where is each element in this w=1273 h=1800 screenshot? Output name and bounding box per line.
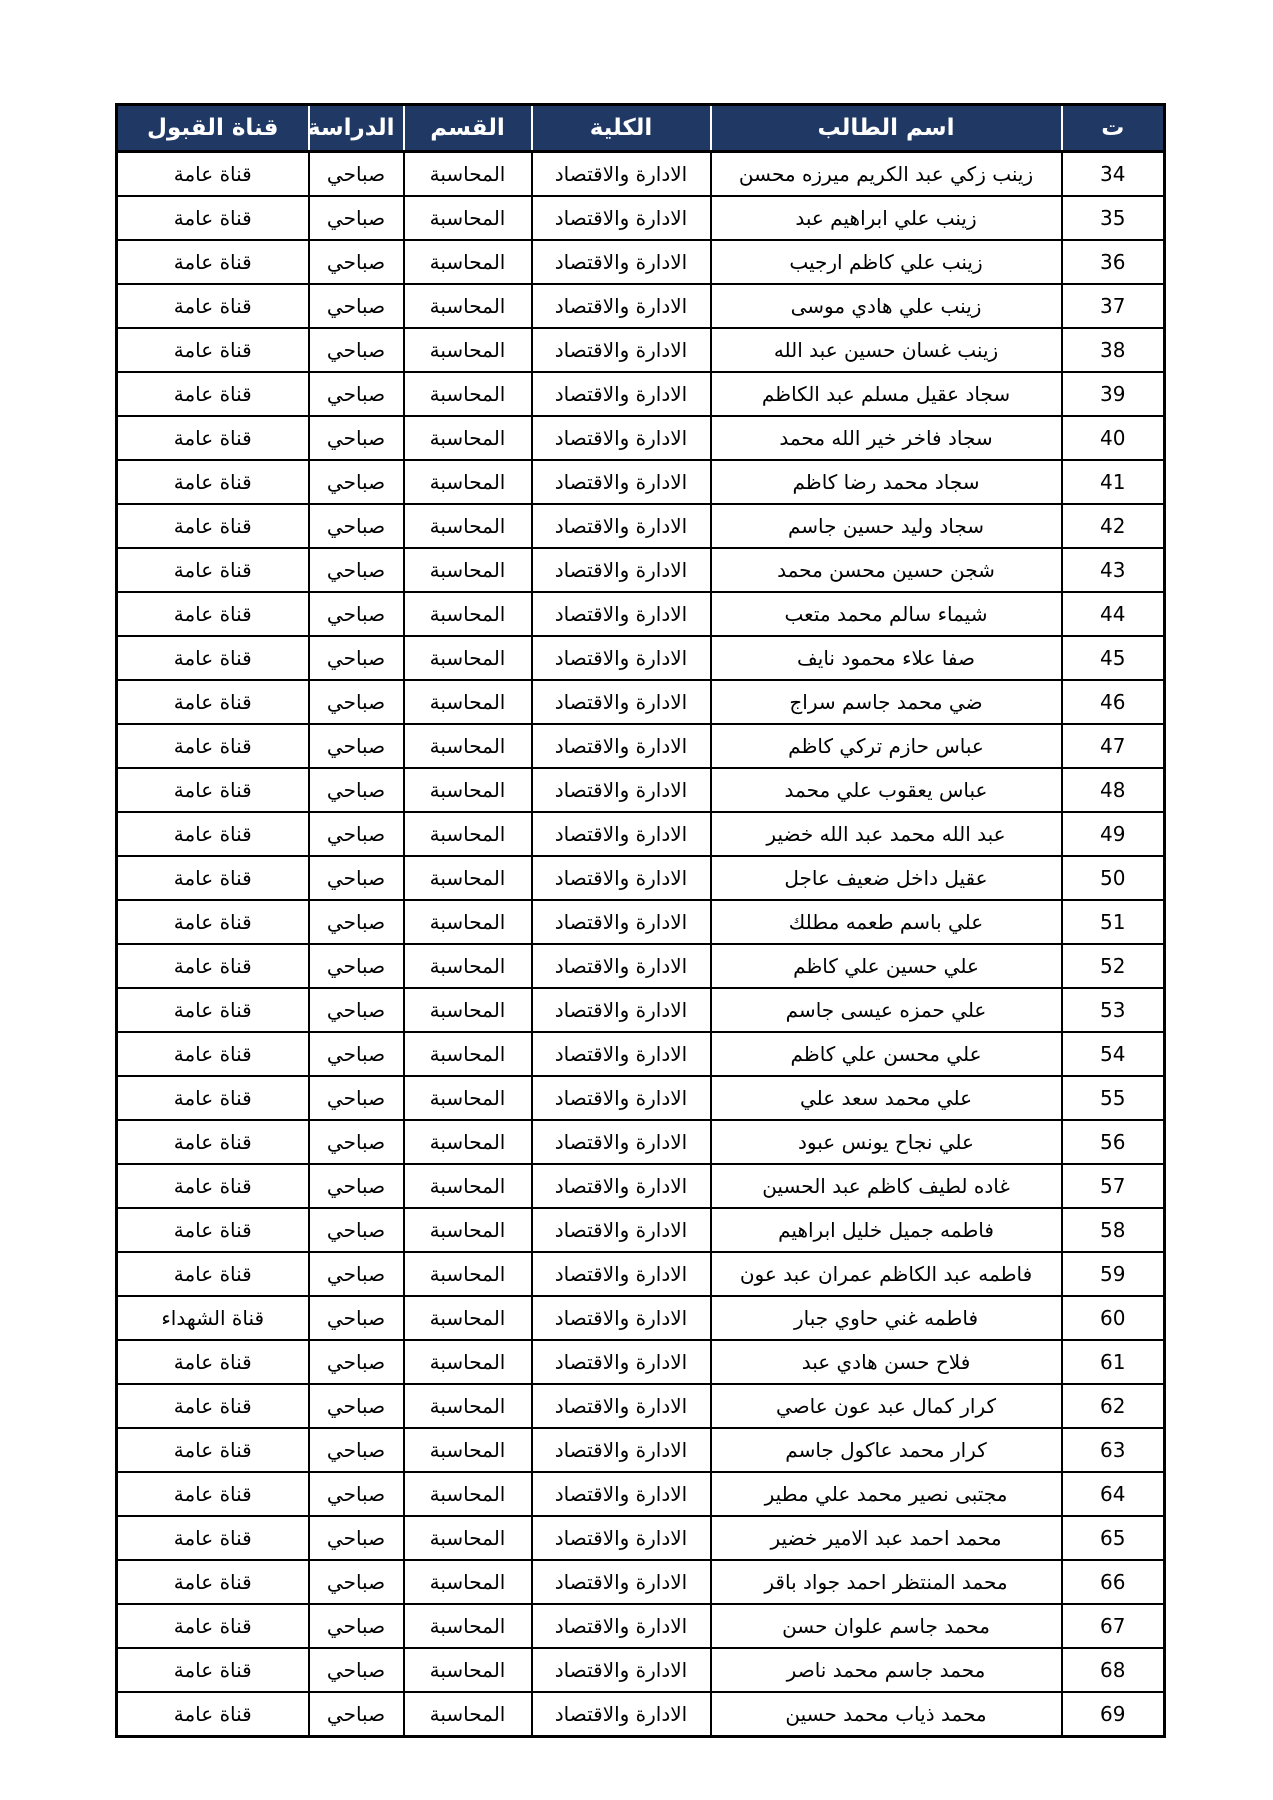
cell-study: صباحي: [309, 1648, 404, 1692]
table-row: [117, 900, 1165, 944]
cell-index: 37: [1062, 284, 1165, 328]
table-row: [117, 372, 1165, 416]
cell-index: 59: [1062, 1252, 1165, 1296]
table-row: [117, 284, 1165, 328]
cell-department: المحاسبة: [404, 152, 532, 197]
cell-student-name: محمد المنتظر احمد جواد باقر: [711, 1560, 1062, 1604]
header-student-name: اسم الطالب: [711, 105, 1062, 152]
cell-department: المحاسبة: [404, 944, 532, 988]
table-row: [117, 812, 1165, 856]
table-row: [117, 548, 1165, 592]
cell-admission-channel: قناة عامة: [117, 1472, 309, 1516]
cell-college: الادارة والاقتصاد: [532, 548, 711, 592]
table-row: [117, 1032, 1165, 1076]
cell-admission-channel: قناة عامة: [117, 768, 309, 812]
cell-student-name: عقيل داخل ضعيف عاجل: [711, 856, 1062, 900]
header-college: الكلية: [532, 105, 711, 152]
cell-admission-channel: قناة عامة: [117, 1340, 309, 1384]
cell-study: صباحي: [309, 1692, 404, 1737]
cell-college: الادارة والاقتصاد: [532, 284, 711, 328]
cell-college: الادارة والاقتصاد: [532, 372, 711, 416]
cell-index: 53: [1062, 988, 1165, 1032]
cell-student-name: فلاح حسن هادي عبد: [711, 1340, 1062, 1384]
cell-index: 56: [1062, 1120, 1165, 1164]
cell-college: الادارة والاقتصاد: [532, 1340, 711, 1384]
cell-study: صباحي: [309, 1340, 404, 1384]
cell-student-name: ضي محمد جاسم سراج: [711, 680, 1062, 724]
table-row: [117, 1604, 1165, 1648]
cell-study: صباحي: [309, 768, 404, 812]
cell-admission-channel: قناة عامة: [117, 856, 309, 900]
cell-student-name: علي حمزه عيسى جاسم: [711, 988, 1062, 1032]
cell-index: 62: [1062, 1384, 1165, 1428]
table-row: [117, 504, 1165, 548]
cell-admission-channel: قناة عامة: [117, 504, 309, 548]
cell-department: المحاسبة: [404, 1516, 532, 1560]
cell-college: الادارة والاقتصاد: [532, 944, 711, 988]
cell-student-name: علي محمد سعد علي: [711, 1076, 1062, 1120]
cell-study: صباحي: [309, 1472, 404, 1516]
cell-student-name: علي باسم طعمه مطلك: [711, 900, 1062, 944]
cell-study: صباحي: [309, 1560, 404, 1604]
cell-college: الادارة والاقتصاد: [532, 768, 711, 812]
header-row: [117, 105, 1165, 152]
cell-index: 65: [1062, 1516, 1165, 1560]
cell-college: الادارة والاقتصاد: [532, 1428, 711, 1472]
cell-department: المحاسبة: [404, 1252, 532, 1296]
students-table: [115, 103, 1166, 1738]
cell-college: الادارة والاقتصاد: [532, 900, 711, 944]
cell-index: 54: [1062, 1032, 1165, 1076]
cell-admission-channel: قناة الشهداء: [117, 1296, 309, 1340]
cell-admission-channel: قناة عامة: [117, 988, 309, 1032]
cell-department: المحاسبة: [404, 1120, 532, 1164]
cell-student-name: زينب علي كاظم ارجيب: [711, 240, 1062, 284]
cell-department: المحاسبة: [404, 768, 532, 812]
cell-department: المحاسبة: [404, 240, 532, 284]
cell-study: صباحي: [309, 1604, 404, 1648]
cell-department: المحاسبة: [404, 1648, 532, 1692]
table-row: [117, 460, 1165, 504]
cell-study: صباحي: [309, 680, 404, 724]
cell-college: الادارة والاقتصاد: [532, 1692, 711, 1737]
cell-admission-channel: قناة عامة: [117, 548, 309, 592]
cell-admission-channel: قناة عامة: [117, 416, 309, 460]
cell-student-name: فاطمه عبد الكاظم عمران عبد عون: [711, 1252, 1062, 1296]
table-row: [117, 856, 1165, 900]
cell-admission-channel: قناة عامة: [117, 460, 309, 504]
cell-department: المحاسبة: [404, 196, 532, 240]
table-row: [117, 1340, 1165, 1384]
cell-student-name: عباس يعقوب علي محمد: [711, 768, 1062, 812]
cell-student-name: فاطمه غني حاوي جبار: [711, 1296, 1062, 1340]
cell-college: الادارة والاقتصاد: [532, 680, 711, 724]
cell-department: المحاسبة: [404, 416, 532, 460]
table-row: [117, 636, 1165, 680]
cell-study: صباحي: [309, 328, 404, 372]
cell-student-name: علي حسين علي كاظم: [711, 944, 1062, 988]
cell-department: المحاسبة: [404, 548, 532, 592]
cell-admission-channel: قناة عامة: [117, 900, 309, 944]
cell-study: صباحي: [309, 1384, 404, 1428]
table-row: [117, 1252, 1165, 1296]
cell-study: صباحي: [309, 240, 404, 284]
cell-study: صباحي: [309, 900, 404, 944]
cell-college: الادارة والاقتصاد: [532, 152, 711, 197]
cell-index: 48: [1062, 768, 1165, 812]
cell-index: 40: [1062, 416, 1165, 460]
cell-student-name: زينب زكي عبد الكريم ميرزه محسن: [711, 152, 1062, 197]
cell-study: صباحي: [309, 636, 404, 680]
cell-admission-channel: قناة عامة: [117, 1516, 309, 1560]
cell-department: المحاسبة: [404, 988, 532, 1032]
cell-student-name: غاده لطيف كاظم عبد الحسين: [711, 1164, 1062, 1208]
cell-index: 60: [1062, 1296, 1165, 1340]
cell-department: المحاسبة: [404, 1032, 532, 1076]
cell-college: الادارة والاقتصاد: [532, 1164, 711, 1208]
table-row: [117, 724, 1165, 768]
cell-department: المحاسبة: [404, 372, 532, 416]
table-row: [117, 240, 1165, 284]
cell-college: الادارة والاقتصاد: [532, 196, 711, 240]
table-row: [117, 1384, 1165, 1428]
cell-admission-channel: قناة عامة: [117, 240, 309, 284]
table-row: [117, 1560, 1165, 1604]
cell-college: الادارة والاقتصاد: [532, 416, 711, 460]
cell-college: الادارة والاقتصاد: [532, 1384, 711, 1428]
cell-study: صباحي: [309, 1120, 404, 1164]
cell-study: صباحي: [309, 1032, 404, 1076]
cell-admission-channel: قناة عامة: [117, 372, 309, 416]
cell-index: 47: [1062, 724, 1165, 768]
cell-department: المحاسبة: [404, 504, 532, 548]
cell-student-name: محمد جاسم علوان حسن: [711, 1604, 1062, 1648]
cell-student-name: سجاد عقيل مسلم عبد الكاظم: [711, 372, 1062, 416]
cell-college: الادارة والاقتصاد: [532, 1296, 711, 1340]
cell-index: 44: [1062, 592, 1165, 636]
cell-student-name: زينب غسان حسين عبد الله: [711, 328, 1062, 372]
table-row: [117, 1296, 1165, 1340]
cell-admission-channel: قناة عامة: [117, 1120, 309, 1164]
table-row: [117, 416, 1165, 460]
cell-study: صباحي: [309, 1296, 404, 1340]
cell-index: 43: [1062, 548, 1165, 592]
cell-index: 64: [1062, 1472, 1165, 1516]
cell-index: 58: [1062, 1208, 1165, 1252]
cell-index: 51: [1062, 900, 1165, 944]
table-row: [117, 1076, 1165, 1120]
cell-study: صباحي: [309, 856, 404, 900]
table-row: [117, 1648, 1165, 1692]
cell-study: صباحي: [309, 1252, 404, 1296]
cell-study: صباحي: [309, 372, 404, 416]
cell-college: الادارة والاقتصاد: [532, 724, 711, 768]
cell-study: صباحي: [309, 724, 404, 768]
cell-index: 52: [1062, 944, 1165, 988]
table-row: [117, 1164, 1165, 1208]
cell-study: صباحي: [309, 988, 404, 1032]
cell-admission-channel: قناة عامة: [117, 812, 309, 856]
cell-college: الادارة والاقتصاد: [532, 636, 711, 680]
cell-admission-channel: قناة عامة: [117, 284, 309, 328]
cell-admission-channel: قناة عامة: [117, 1648, 309, 1692]
cell-department: المحاسبة: [404, 284, 532, 328]
table-row: [117, 1472, 1165, 1516]
cell-index: 49: [1062, 812, 1165, 856]
table-row: [117, 592, 1165, 636]
cell-college: الادارة والاقتصاد: [532, 1120, 711, 1164]
table-body: [117, 152, 1165, 1737]
cell-study: صباحي: [309, 1208, 404, 1252]
cell-department: المحاسبة: [404, 1076, 532, 1120]
cell-college: الادارة والاقتصاد: [532, 988, 711, 1032]
cell-index: 41: [1062, 460, 1165, 504]
cell-student-name: علي نجاح يونس عبود: [711, 1120, 1062, 1164]
cell-college: الادارة والاقتصاد: [532, 856, 711, 900]
cell-index: 61: [1062, 1340, 1165, 1384]
cell-admission-channel: قناة عامة: [117, 1076, 309, 1120]
cell-college: الادارة والاقتصاد: [532, 328, 711, 372]
cell-study: صباحي: [309, 1164, 404, 1208]
cell-admission-channel: قناة عامة: [117, 1208, 309, 1252]
table-row: [117, 680, 1165, 724]
cell-college: الادارة والاقتصاد: [532, 812, 711, 856]
cell-admission-channel: قناة عامة: [117, 680, 309, 724]
cell-admission-channel: قناة عامة: [117, 1032, 309, 1076]
cell-student-name: زينب علي ابراهيم عبد: [711, 196, 1062, 240]
cell-student-name: محمد جاسم محمد ناصر: [711, 1648, 1062, 1692]
cell-study: صباحي: [309, 548, 404, 592]
cell-admission-channel: قناة عامة: [117, 328, 309, 372]
cell-index: 34: [1062, 152, 1165, 197]
cell-admission-channel: قناة عامة: [117, 944, 309, 988]
cell-index: 45: [1062, 636, 1165, 680]
cell-index: 69: [1062, 1692, 1165, 1737]
cell-college: الادارة والاقتصاد: [532, 1032, 711, 1076]
cell-college: الادارة والاقتصاد: [532, 1076, 711, 1120]
cell-department: المحاسبة: [404, 1164, 532, 1208]
cell-student-name: شيماء سالم محمد متعب: [711, 592, 1062, 636]
cell-index: 39: [1062, 372, 1165, 416]
cell-study: صباحي: [309, 152, 404, 197]
table-row: [117, 196, 1165, 240]
cell-study: صباحي: [309, 812, 404, 856]
cell-student-name: سجاد وليد حسين جاسم: [711, 504, 1062, 548]
cell-student-name: علي محسن علي كاظم: [711, 1032, 1062, 1076]
cell-department: المحاسبة: [404, 856, 532, 900]
table-row: [117, 1120, 1165, 1164]
cell-student-name: زينب علي هادي موسى: [711, 284, 1062, 328]
cell-admission-channel: قناة عامة: [117, 1252, 309, 1296]
cell-student-name: عباس حازم تركي كاظم: [711, 724, 1062, 768]
cell-index: 35: [1062, 196, 1165, 240]
cell-college: الادارة والاقتصاد: [532, 1252, 711, 1296]
cell-index: 66: [1062, 1560, 1165, 1604]
header-study: الدراسة: [309, 105, 404, 152]
cell-study: صباحي: [309, 1516, 404, 1560]
cell-department: المحاسبة: [404, 1560, 532, 1604]
cell-student-name: كرار كمال عبد عون عاصي: [711, 1384, 1062, 1428]
cell-study: صباحي: [309, 504, 404, 548]
cell-college: الادارة والاقتصاد: [532, 592, 711, 636]
table-row: [117, 1692, 1165, 1737]
cell-department: المحاسبة: [404, 1208, 532, 1252]
cell-student-name: مجتبى نصير محمد علي مطير: [711, 1472, 1062, 1516]
cell-admission-channel: قناة عامة: [117, 152, 309, 197]
cell-department: المحاسبة: [404, 900, 532, 944]
table-row: [117, 152, 1165, 197]
cell-department: المحاسبة: [404, 724, 532, 768]
cell-department: المحاسبة: [404, 1296, 532, 1340]
cell-student-name: شجن حسين محسن محمد: [711, 548, 1062, 592]
table-row: [117, 988, 1165, 1032]
cell-department: المحاسبة: [404, 1692, 532, 1737]
table-row: [117, 328, 1165, 372]
cell-college: الادارة والاقتصاد: [532, 1604, 711, 1648]
cell-index: 55: [1062, 1076, 1165, 1120]
cell-student-name: عبد الله محمد عبد الله خضير: [711, 812, 1062, 856]
cell-department: المحاسبة: [404, 460, 532, 504]
cell-admission-channel: قناة عامة: [117, 592, 309, 636]
cell-admission-channel: قناة عامة: [117, 1428, 309, 1472]
cell-admission-channel: قناة عامة: [117, 1164, 309, 1208]
table-header: [117, 105, 1165, 152]
cell-admission-channel: قناة عامة: [117, 636, 309, 680]
cell-department: المحاسبة: [404, 636, 532, 680]
cell-index: 63: [1062, 1428, 1165, 1472]
cell-college: الادارة والاقتصاد: [532, 240, 711, 284]
cell-study: صباحي: [309, 1076, 404, 1120]
cell-index: 46: [1062, 680, 1165, 724]
cell-student-name: كرار محمد عاكول جاسم: [711, 1428, 1062, 1472]
cell-college: الادارة والاقتصاد: [532, 1560, 711, 1604]
cell-student-name: سجاد فاخر خير الله محمد: [711, 416, 1062, 460]
table-row: [117, 1428, 1165, 1472]
cell-admission-channel: قناة عامة: [117, 1692, 309, 1737]
cell-department: المحاسبة: [404, 1340, 532, 1384]
table-row: [117, 1516, 1165, 1560]
cell-department: المحاسبة: [404, 1428, 532, 1472]
cell-study: صباحي: [309, 416, 404, 460]
table-row: [117, 1208, 1165, 1252]
cell-student-name: سجاد محمد رضا كاظم: [711, 460, 1062, 504]
cell-student-name: فاطمه جميل خليل ابراهيم: [711, 1208, 1062, 1252]
cell-college: الادارة والاقتصاد: [532, 504, 711, 548]
header-admission-channel: قناة القبول: [117, 105, 309, 152]
cell-department: المحاسبة: [404, 680, 532, 724]
cell-index: 36: [1062, 240, 1165, 284]
cell-college: الادارة والاقتصاد: [532, 1208, 711, 1252]
header-department: القسم: [404, 105, 532, 152]
cell-index: 67: [1062, 1604, 1165, 1648]
table-row: [117, 944, 1165, 988]
cell-college: الادارة والاقتصاد: [532, 1648, 711, 1692]
cell-study: صباحي: [309, 196, 404, 240]
cell-study: صباحي: [309, 284, 404, 328]
cell-study: صباحي: [309, 944, 404, 988]
cell-department: المحاسبة: [404, 1384, 532, 1428]
cell-admission-channel: قناة عامة: [117, 1384, 309, 1428]
cell-college: الادارة والاقتصاد: [532, 460, 711, 504]
cell-college: الادارة والاقتصاد: [532, 1516, 711, 1560]
cell-department: المحاسبة: [404, 1472, 532, 1516]
cell-admission-channel: قناة عامة: [117, 724, 309, 768]
cell-index: 50: [1062, 856, 1165, 900]
cell-student-name: محمد ذياب محمد حسين: [711, 1692, 1062, 1737]
cell-study: صباحي: [309, 592, 404, 636]
cell-index: 68: [1062, 1648, 1165, 1692]
cell-department: المحاسبة: [404, 328, 532, 372]
cell-study: صباحي: [309, 1428, 404, 1472]
cell-department: المحاسبة: [404, 812, 532, 856]
cell-admission-channel: قناة عامة: [117, 1604, 309, 1648]
cell-college: الادارة والاقتصاد: [532, 1472, 711, 1516]
cell-department: المحاسبة: [404, 592, 532, 636]
cell-student-name: صفا علاء محمود نايف: [711, 636, 1062, 680]
table-row: [117, 768, 1165, 812]
cell-student-name: محمد احمد عبد الامير خضير: [711, 1516, 1062, 1560]
cell-department: المحاسبة: [404, 1604, 532, 1648]
header-index: ت: [1062, 105, 1165, 152]
cell-index: 38: [1062, 328, 1165, 372]
cell-admission-channel: قناة عامة: [117, 1560, 309, 1604]
cell-study: صباحي: [309, 460, 404, 504]
cell-index: 57: [1062, 1164, 1165, 1208]
cell-admission-channel: قناة عامة: [117, 196, 309, 240]
cell-index: 42: [1062, 504, 1165, 548]
